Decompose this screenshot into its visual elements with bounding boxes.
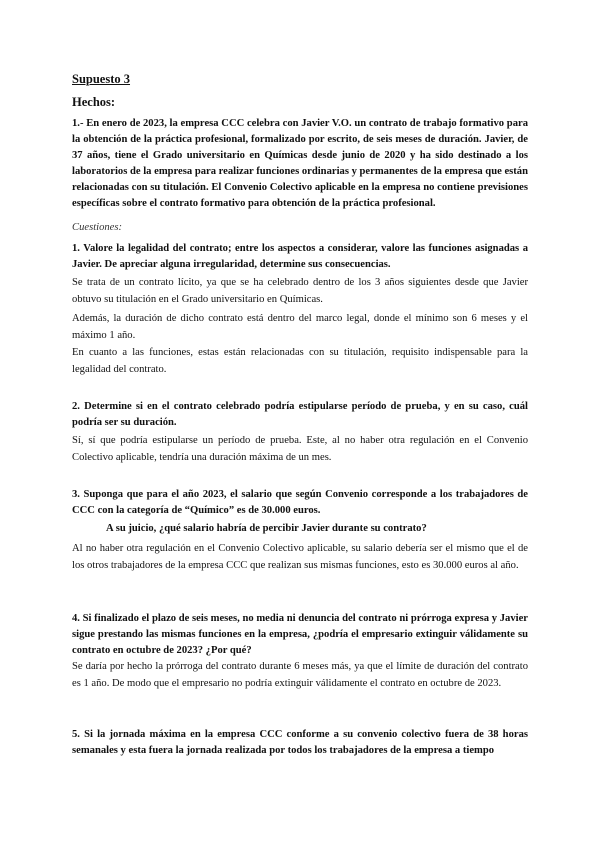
answer-2: Sí, sí que podría estipularse un período de prueba. Este, al no haber otra regulación en el Convenio Colectivo aplicable, tendría una duración máxima de un mes. — [72, 435, 528, 463]
question-3: 3. Suponga que para el año 2023, el salario que según Convenio corresponde a los trabajadores de CCC con la categoría de “Químico” es de 30.000 euros. — [72, 489, 528, 516]
question-5: 5. Si la jornada máxima en la empresa CCC conforme a su convenio colectivo fuera de 38 horas semanales y esta fuera la jornada realizada por todos los trabajadores de la empresa a tiempo — [72, 729, 528, 756]
question-4: 4. Si finalizado el plazo de seis meses, no media ni denuncia del contrato ni prórroga expresa y Javier sigue prestando las mismas funciones en la empresa, ¿podría el empresario extinguir válidamente su contrato en octubre de 2023? ¿Por qué? — [72, 613, 528, 656]
answer-3: Al no haber otra regulación en el Convenio Colectivo aplicable, su salario debería ser el mismo que el de los otros trabajadores de la empresa CCC que realizan sus mismas funciones, esto es 30.000 euros al año. — [72, 543, 528, 571]
question-1: 1. Valore la legalidad del contrato; entre los aspectos a considerar, valore las funciones asignadas a Javier. De apreciar alguna irregularidad, determine sus consecuencias. — [72, 243, 528, 270]
question-2: 2. Determine si en el contrato celebrado podría estipularse período de prueba, y en su caso, cuál podría ser su duración. — [72, 401, 528, 428]
hechos-heading: Hechos: — [72, 95, 116, 109]
question-3-sub: A su juicio, ¿qué salario habría de percibir Javier durante su contrato? — [106, 523, 427, 534]
cuestiones-heading: Cuestiones: — [72, 222, 123, 233]
hechos-paragraph: 1.- En enero de 2023, la empresa CCC celebra con Javier V.O. un contrato de trabajo formativo para la obtención de la práctica profesional, formalizado por escrito, de seis meses de duración. Javier, de 37 años, tiene el Grado universitario en Químicas desde junio de 2020 y ha sido destinado a los laboratorios de la empresa para realizar funciones ordinarias y permanentes de la empresa que están relacionadas con su titulación. El Convenio Colectivo aplicable en la empresa no contiene previsiones específicas sobre el contrato formativo para obtención de la práctica profesional. — [72, 118, 528, 209]
document-title: Supuesto 3 — [72, 72, 131, 86]
answer-1-paragraph-3: En cuanto a las funciones, estas están relacionadas con su titulación, requisito indispensable para la legalidad del contrato. — [72, 347, 528, 375]
answer-4: Se daría por hecho la prórroga del contrato durante 6 meses más, ya que el límite de duración del contrato es 1 año. De modo que el empresario no podría extinguir válidamente el contrato en octubre de 2023. — [72, 661, 528, 689]
answer-1-paragraph-2: Además, la duración de dicho contrato está dentro del marco legal, donde el mínimo son 6 meses y el máximo 1 año. — [72, 313, 528, 341]
answer-1-paragraph-1: Se trata de un contrato lícito, ya que se ha celebrado dentro de los 3 años siguientes desde que Javier obtuvo su titulación en el Grado universitario en Químicas. — [72, 277, 528, 305]
